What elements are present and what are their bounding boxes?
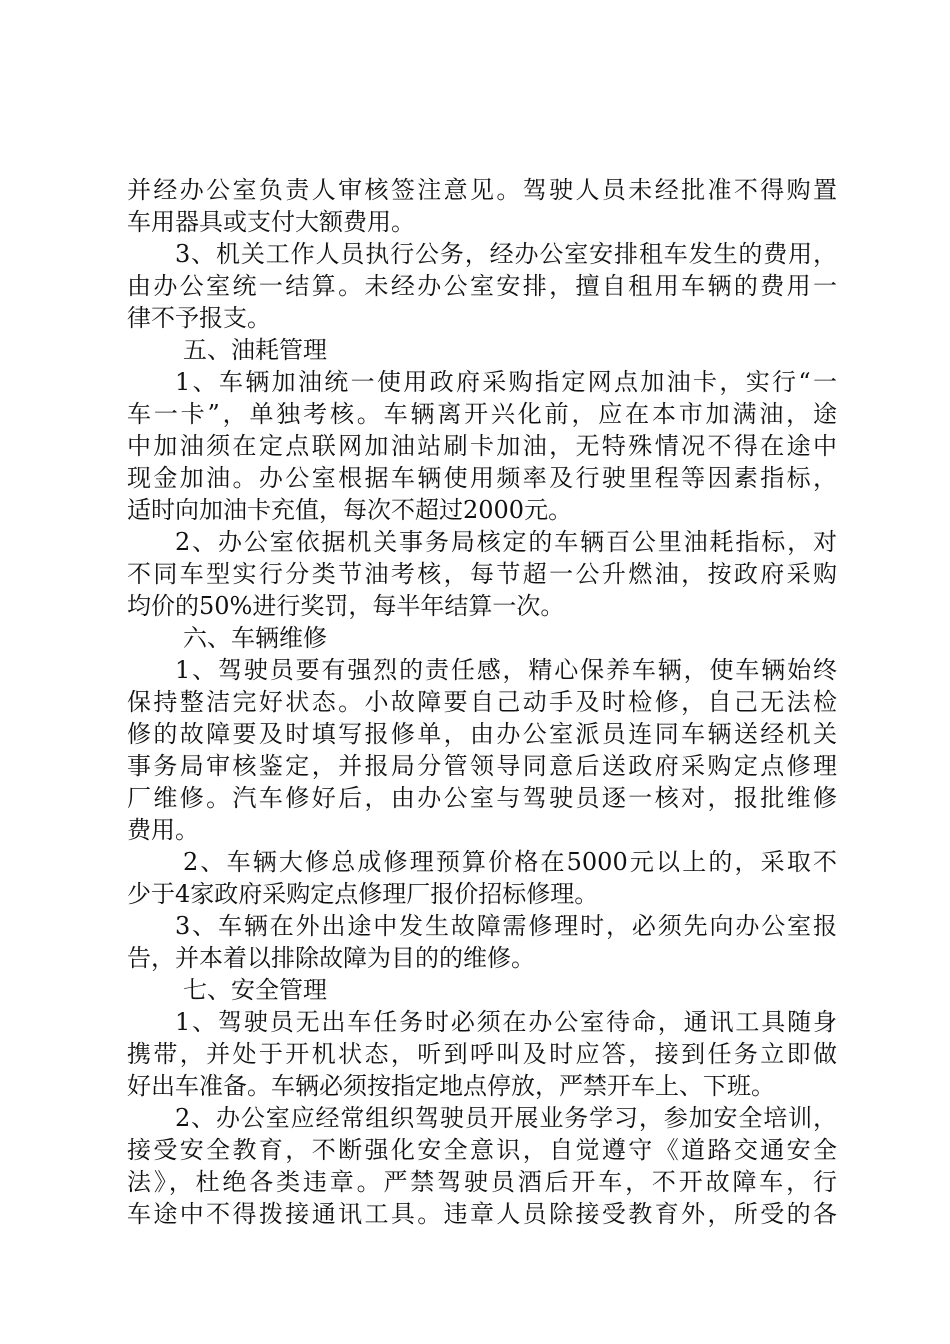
text-line: 少于4家政府采购定点修理厂报价招标修理。 <box>127 880 599 908</box>
text-line: 车途中不得拨接通讯工具。违章人员除接受教育外，所受的各 <box>127 1200 837 1228</box>
section-heading: 七、安全管理 <box>183 976 327 1004</box>
text-line: 1、车辆加油统一使用政府采购指定网点加油卡，实行“一 <box>175 368 837 396</box>
text-line: 车一卡”，单独考核。车辆离开兴化前，应在本市加满油，途 <box>127 400 837 428</box>
text-line: 2、办公室依据机关事务局核定的车辆百公里油耗指标，对 <box>175 528 837 556</box>
text-line: 法》，杜绝各类违章。严禁驾驶员酒后开车，不开故障车，行 <box>127 1168 837 1196</box>
text-line: 好出车准备。车辆必须按指定地点停放，严禁开车上、下班。 <box>127 1072 775 1100</box>
text-line: 修的故障要及时填写报修单，由办公室派员连同车辆送经机关 <box>127 720 837 748</box>
text-line: 1、驾驶员无出车任务时必须在办公室待命，通讯工具随身 <box>175 1008 837 1036</box>
text-line: 费用。 <box>127 816 199 844</box>
section-heading: 六、车辆维修 <box>183 624 327 652</box>
section-heading: 五、油耗管理 <box>183 336 327 364</box>
text-line: 1、驾驶员要有强烈的责任感，精心保养车辆，使车辆始终 <box>175 656 837 684</box>
text-line: 3、车辆在外出途中发生故障需修理时，必须先向办公室报 <box>175 912 837 940</box>
text-line: 2、车辆大修总成修理预算价格在5000元以上的，采取不 <box>183 848 837 876</box>
text-line: 厂维修。汽车修好后，由办公室与驾驶员逐一核对，报批维修 <box>127 784 837 812</box>
text-line: 并经办公室负责人审核签注意见。驾驶人员未经批准不得购置 <box>127 176 837 204</box>
text-line: 接受安全教育，不断强化安全意识，自觉遵守《道路交通安全 <box>127 1136 837 1164</box>
text-line: 事务局审核鉴定，并报局分管领导同意后送政府采购定点修理 <box>127 752 837 780</box>
text-line: 2、办公室应经常组织驾驶员开展业务学习，参加安全培训， <box>175 1104 837 1132</box>
text-line: 不同车型实行分类节油考核，每节超一公升燃油，按政府采购 <box>127 560 837 588</box>
text-line: 适时向加油卡充值，每次不超过2000元。 <box>127 496 573 524</box>
text-line: 告，并本着以排除故障为目的的维修。 <box>127 944 535 972</box>
text-line: 均价的50%进行奖罚，每半年结算一次。 <box>127 592 565 620</box>
text-line: 保持整洁完好状态。小故障要自己动手及时检修，自己无法检 <box>127 688 837 716</box>
text-line: 由办公室统一结算。未经办公室安排，擅自租用车辆的费用一 <box>127 272 837 300</box>
text-line: 车用器具或支付大额费用。 <box>127 208 415 236</box>
text-line: 携带，并处于开机状态，听到呼叫及时应答，接到任务立即做 <box>127 1040 837 1068</box>
text-line: 3、机关工作人员执行公务，经办公室安排租车发生的费用， <box>175 240 837 268</box>
text-line: 现金加油。办公室根据车辆使用频率及行驶里程等因素指标， <box>127 464 837 492</box>
text-line: 中加油须在定点联网加油站刷卡加油，无特殊情况不得在途中 <box>127 432 837 460</box>
text-line: 律不予报支。 <box>127 304 271 332</box>
document-body <box>127 174 837 1230</box>
